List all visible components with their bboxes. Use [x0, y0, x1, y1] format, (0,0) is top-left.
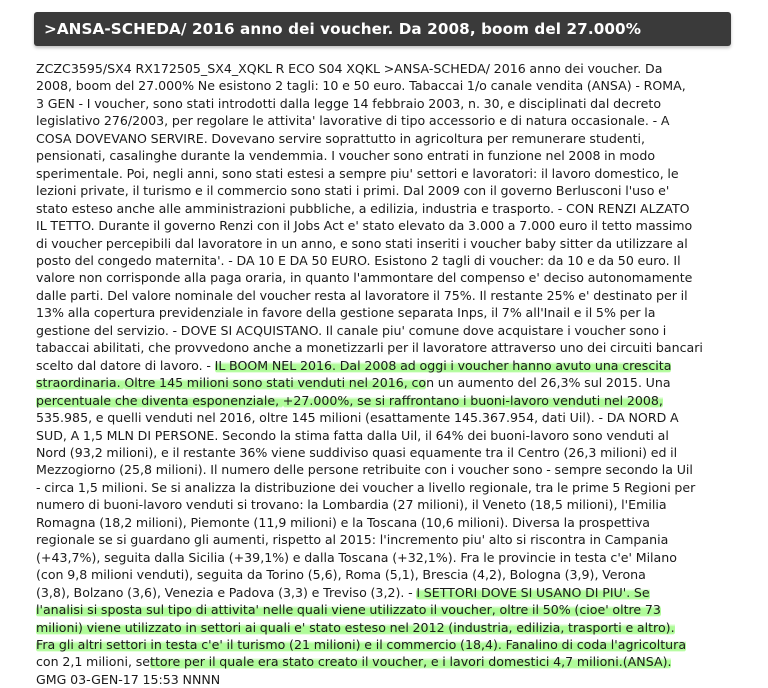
article-line: dalle parti. Del valore nominale del voucher resta al lavoratore il 75%. Il restante 25% e' destinato per il — [36, 287, 688, 303]
article-line: - circa 1,5 milioni. Se si analizza la distribuzione dei voucher a livello regionale, tra le prime 5 Regioni per — [36, 479, 696, 495]
article-line: legislativo 276/2003, per regolare le attivita' lavorative di tipo accessorio e di natura occasionale. - A — [36, 113, 670, 129]
article-line: (+43,7%), seguita dalla Sicilia (+39,1%) e dalla Toscana (+32,1%). Fra le provincie in testa c'e' Milano — [36, 549, 677, 565]
article-line: 535.985, e quelli venduti nel 2016, oltre 145 milioni (esattamente 145.367.954, dati Uil). - DA NORD A — [36, 410, 679, 426]
article-line: pensionati, casalinghe durante la vendemmia. I voucher sono entrati in funzione nel 2008 in modo — [36, 148, 656, 164]
highlighted-text: +27.000%, se si raffrontano i buoni-lavoro venduti nel 2008, — [282, 392, 663, 408]
article-header-bar — [34, 12, 731, 46]
article-line: Romagna (18,2 milioni), Piemonte (11,9 milioni) e la Toscana (10,6 milioni). Diversa la prospettiva — [36, 514, 651, 530]
article-text: con 2,1 milioni, se — [36, 654, 151, 670]
article-line: Nord (93,2 milioni), e il restante 36% viene suddiviso quasi equamente tra il Centro (26,3 milioni) ed il — [36, 444, 678, 460]
article-line — [36, 584, 736, 601]
article-text: (3,8), Bolzano (3,6), Venezia e Padova (3,3) e Treviso (3,2). - — [36, 584, 417, 600]
article-line: stato esteso anche alle amministrazioni pubbliche, a edilizia, industria e trasporto. - CON RENZI ALZATO — [36, 200, 690, 216]
article-line: Mezzogiorno (25,8 milioni). Il numero delle persone retribuite con i voucher sono - sempre secondo la Uil — [36, 462, 693, 478]
highlighted-text: Oltre 145 milioni sono stati venduti nel 2016, co — [124, 375, 427, 391]
highlighted-text: l'analisi si sposta sul tipo di attivita' nelle quali viene utilizzato il voucher, oltre il 50% (cioe' oltre 73 — [36, 602, 661, 618]
article-line — [36, 392, 736, 409]
article-line: 13% alla copertura previdenziale in favore della gestione separata Inps, il 7% all'Inail e il 5% per la — [36, 305, 656, 321]
article-line — [36, 636, 736, 653]
article-line: 3 GEN - I voucher, sono stati introdotti dalla legge 14 febbraio 2003, n. 30, e disciplinati dal decreto — [36, 95, 662, 111]
article-line: (con 9,8 milioni venduti), seguita da Torino (5,6), Roma (5,1), Brescia (4,2), Bologna (3,9), Verona — [36, 567, 646, 583]
article-line: COSA DOVEVANO SERVIRE. Dovevano servire soprattutto in agricoltura per remunerare studenti, — [36, 130, 646, 146]
highlighted-text: Fra gli altri settori in testa c'e' il turismo (21 milioni) e il commercio (18,4). Fanalino di coda l'agricoltura — [36, 636, 687, 652]
article-line: gestione del servizio. - DOVE SI ACQUISTANO. Il canale piu' comune dove acquistare i voucher sono i — [36, 322, 667, 338]
article-text: scelto dal datore di lavoro. - — [36, 357, 215, 373]
highlighted-text: ttore per il quale era stato creato il voucher, e i lavori domestici 4,7 milioni.(ANSA). — [150, 654, 672, 670]
article-line — [36, 374, 736, 391]
highlighted-text: straordinaria. — [36, 375, 125, 391]
article-line: valore non corrisponde alla paga oraria, in quanto l'ammontare del compenso e' deciso autonomamente — [36, 270, 693, 286]
article-line — [36, 601, 736, 618]
article-line: sperimentale. Poi, negli anni, sono stati estesi a sempre piu' settori e lavoratori: il lavoro domestico, le — [36, 165, 679, 181]
article-line — [36, 619, 736, 636]
highlighted-text: percentuale che diventa esponenziale, — [36, 392, 283, 408]
article-line: 2008, boom del 27.000% Ne esistono 2 tagli: 10 e 50 euro. Tabaccai 1/o canale vendita (ANSA) - ROMA, — [36, 78, 686, 94]
highlighted-text: milioni) viene utilizzato in settori ai quali e' stato esteso nel 2012 (industria, edilizia, trasporti e altro). — [36, 619, 675, 635]
article-line: di voucher percepibili dal lavoratore in un anno, e sono stati inseriti i voucher baby sitter da utilizzare al — [36, 235, 688, 251]
article-line: SUD, A 1,5 MLN DI PERSONE. Secondo la stima fatta dalla Uil, il 64% dei buoni-lavoro sono venduti al — [36, 427, 669, 443]
article-body — [36, 60, 736, 688]
article-line: ZCZC3595/SX4 RX172505_SX4_XQKL R ECO S04 XQKL >ANSA-SCHEDA/ 2016 anno dei voucher. Da — [36, 61, 663, 76]
article-line: regionale se si guardano gli aumenti, rispetto al 2015: l'incremento piu' alto si riscontra in Campania — [36, 532, 669, 548]
highlighted-text: I SETTORI DOVE SI USANO DI PIU'. Se — [416, 584, 650, 600]
article-line: tabaccai abilitati, che provvedono anche a monetizzarli per il lavoratore attraverso uno dei circuiti bancari — [36, 340, 703, 356]
article-line: posto del congedo maternita'. - DA 10 E DA 50 EURO. Esistono 2 tagli di voucher: da 10 e da 50 euro. Il — [36, 252, 681, 268]
article-line: lezioni private, il turismo e il commercio sono stati i primi. Dal 2009 con il governo Berlusconi l'uso e' — [36, 183, 670, 199]
article-line — [36, 653, 736, 670]
article-text: n un aumento del 26,3% sul 2015. Una — [426, 375, 671, 391]
article-line: GMG 03-GEN-17 15:53 NNNN — [36, 671, 221, 687]
article-title: >ANSA-SCHEDA/ 2016 anno dei voucher. Da 2008, boom del 27.000% — [44, 20, 642, 38]
article-line: numero di buoni-lavoro venduti si trovano: la Lombardia (27 milioni), il Veneto (18,5 milioni), l'Emilia — [36, 497, 667, 513]
highlighted-text: IL BOOM NEL 2016. Dal 2008 ad oggi i voucher hanno avuto una crescita — [214, 357, 672, 373]
article-line: IL TETTO. Durante il governo Renzi con il Jobs Act e' stato elevato da 3.000 a 7.000 euro il tetto massimo — [36, 218, 693, 234]
article-line — [36, 357, 736, 374]
